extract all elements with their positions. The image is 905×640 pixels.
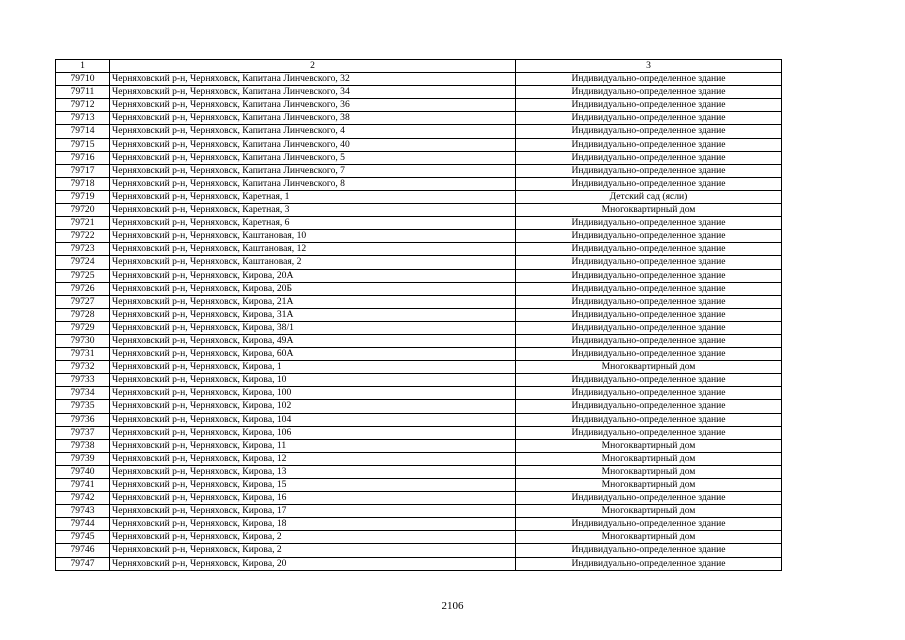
table-row [56,204,782,217]
address-cell: Черняховский р-н, Черняховск, Кирова, 2 [110,531,516,544]
table-row [56,413,782,426]
building-type-cell: Индивидуально-определенное здание [516,86,782,99]
row-number-cell: 79727 [56,295,110,308]
row-number-cell: 79741 [56,479,110,492]
building-type-cell: Индивидуально-определенное здание [516,334,782,347]
row-number-cell: 79732 [56,361,110,374]
table-row [56,256,782,269]
building-type-cell: Многоквартирный дом [516,452,782,465]
building-type-cell: Индивидуально-определенное здание [516,282,782,295]
table-row [56,138,782,151]
building-type-cell: Индивидуально-определенное здание [516,295,782,308]
table-row [56,544,782,557]
table-row [56,492,782,505]
table-row [56,387,782,400]
table-row [56,112,782,125]
building-type-cell: Индивидуально-определенное здание [516,112,782,125]
row-number-cell: 79742 [56,492,110,505]
building-type-cell: Индивидуально-определенное здание [516,138,782,151]
row-number-cell: 79722 [56,230,110,243]
column-header-address: 2 [110,60,516,73]
building-type-cell: Индивидуально-определенное здание [516,125,782,138]
address-cell: Черняховский р-н, Черняховск, Кирова, 106 [110,426,516,439]
table-row [56,321,782,334]
building-type-cell: Многоквартирный дом [516,479,782,492]
row-number-cell: 79712 [56,99,110,112]
building-type-cell: Индивидуально-определенное здание [516,243,782,256]
address-cell: Черняховский р-н, Черняховск, Каретная, 6 [110,217,516,230]
table-row [56,164,782,177]
row-number-cell: 79740 [56,465,110,478]
address-cell: Черняховский р-н, Черняховск, Кирова, 31А [110,308,516,321]
table-row [56,465,782,478]
table-row [56,439,782,452]
address-cell: Черняховский р-н, Черняховск, Каштановая, 10 [110,230,516,243]
row-number-cell: 79715 [56,138,110,151]
table-row [56,230,782,243]
address-cell: Черняховский р-н, Черняховск, Кирова, 102 [110,400,516,413]
row-number-cell: 79746 [56,544,110,557]
address-cell: Черняховский р-н, Черняховск, Кирова, 104 [110,413,516,426]
address-cell: Черняховский р-н, Черняховск, Кирова, 2 [110,544,516,557]
building-type-cell: Многоквартирный дом [516,204,782,217]
table-row [56,151,782,164]
address-cell: Черняховский р-н, Черняховск, Кирова, 10 [110,374,516,387]
row-number-cell: 79731 [56,348,110,361]
building-type-cell: Индивидуально-определенное здание [516,256,782,269]
address-cell: Черняховский р-н, Черняховск, Кирова, 1 [110,361,516,374]
row-number-cell: 79745 [56,531,110,544]
row-number-cell: 79747 [56,557,110,570]
row-number-cell: 79720 [56,204,110,217]
row-number-cell: 79728 [56,308,110,321]
row-number-cell: 79739 [56,452,110,465]
building-type-cell: Индивидуально-определенное здание [516,518,782,531]
building-type-cell: Индивидуально-определенное здание [516,308,782,321]
table-row [56,190,782,203]
building-type-cell: Индивидуально-определенное здание [516,151,782,164]
building-type-cell: Индивидуально-определенное здание [516,387,782,400]
table-row [56,479,782,492]
building-type-cell: Индивидуально-определенное здание [516,177,782,190]
building-type-cell: Индивидуально-определенное здание [516,557,782,570]
building-type-cell: Индивидуально-определенное здание [516,164,782,177]
address-cell: Черняховский р-н, Черняховск, Капитана Линчевского, 7 [110,164,516,177]
address-cell: Черняховский р-н, Черняховск, Кирова, 60А [110,348,516,361]
page-number: 2106 [441,600,464,612]
table-row [56,518,782,531]
row-number-cell: 79744 [56,518,110,531]
building-type-cell: Многоквартирный дом [516,465,782,478]
address-cell: Черняховский р-н, Черняховск, Кирова, 11 [110,439,516,452]
table-row [56,86,782,99]
row-number-cell: 79724 [56,256,110,269]
row-number-cell: 79736 [56,413,110,426]
table-row [56,557,782,570]
building-type-cell: Многоквартирный дом [516,439,782,452]
building-type-cell: Индивидуально-определенное здание [516,426,782,439]
table-row [56,452,782,465]
row-number-cell: 79733 [56,374,110,387]
address-cell: Черняховский р-н, Черняховск, Капитана Линчевского, 5 [110,151,516,164]
table-row [56,295,782,308]
address-cell: Черняховский р-н, Черняховск, Капитана Линчевского, 8 [110,177,516,190]
row-number-cell: 79737 [56,426,110,439]
row-number-cell: 79717 [56,164,110,177]
table-row [56,334,782,347]
table-row [56,505,782,518]
building-type-cell: Индивидуально-определенное здание [516,269,782,282]
address-cell: Черняховский р-н, Черняховск, Капитана Линчевского, 36 [110,99,516,112]
address-cell: Черняховский р-н, Черняховск, Капитана Линчевского, 38 [110,112,516,125]
row-number-cell: 79729 [56,321,110,334]
building-type-cell: Индивидуально-определенное здание [516,492,782,505]
row-number-cell: 79721 [56,217,110,230]
table-row [56,348,782,361]
row-number-cell: 79723 [56,243,110,256]
row-number-cell: 79718 [56,177,110,190]
address-cell: Черняховский р-н, Черняховск, Кирова, 100 [110,387,516,400]
table-row [56,217,782,230]
address-cell: Черняховский р-н, Черняховск, Капитана Линчевского, 40 [110,138,516,151]
building-type-cell: Индивидуально-определенное здание [516,321,782,334]
row-number-cell: 79730 [56,334,110,347]
column-header-number: 1 [56,60,110,73]
row-number-cell: 79726 [56,282,110,295]
table-row [56,531,782,544]
header-row [56,60,782,73]
registry-table [55,59,782,571]
table-row [56,125,782,138]
column-header-type: 3 [516,60,782,73]
table-row [56,73,782,86]
row-number-cell: 79711 [56,86,110,99]
address-cell: Черняховский р-н, Черняховск, Кирова, 21А [110,295,516,308]
address-cell: Черняховский р-н, Черняховск, Кирова, 49А [110,334,516,347]
table-row [56,308,782,321]
table-row [56,99,782,112]
row-number-cell: 79714 [56,125,110,138]
address-cell: Черняховский р-н, Черняховск, Кирова, 15 [110,479,516,492]
building-type-cell: Многоквартирный дом [516,531,782,544]
address-cell: Черняховский р-н, Черняховск, Кирова, 20Б [110,282,516,295]
address-cell: Черняховский р-н, Черняховск, Кирова, 16 [110,492,516,505]
address-cell: Черняховский р-н, Черняховск, Кирова, 18 [110,518,516,531]
row-number-cell: 79738 [56,439,110,452]
building-type-cell: Индивидуально-определенное здание [516,73,782,86]
address-cell: Черняховский р-н, Черняховск, Кирова, 12 [110,452,516,465]
building-type-cell: Многоквартирный дом [516,361,782,374]
table-row [56,177,782,190]
row-number-cell: 79719 [56,190,110,203]
table-row [56,282,782,295]
building-type-cell: Многоквартирный дом [516,505,782,518]
building-type-cell: Индивидуально-определенное здание [516,413,782,426]
row-number-cell: 79734 [56,387,110,400]
table-row [56,374,782,387]
address-cell: Черняховский р-н, Черняховск, Кирова, 20 [110,557,516,570]
row-number-cell: 79716 [56,151,110,164]
address-cell: Черняховский р-н, Черняховск, Кирова, 17 [110,505,516,518]
building-type-cell: Детский сад (ясли) [516,190,782,203]
address-cell: Черняховский р-н, Черняховск, Кирова, 20А [110,269,516,282]
building-type-cell: Индивидуально-определенное здание [516,374,782,387]
row-number-cell: 79743 [56,505,110,518]
row-number-cell: 79710 [56,73,110,86]
building-type-cell: Индивидуально-определенное здание [516,544,782,557]
address-cell: Черняховский р-н, Черняховск, Кирова, 13 [110,465,516,478]
table-row [56,243,782,256]
row-number-cell: 79735 [56,400,110,413]
address-cell: Черняховский р-н, Черняховск, Каретная, 3 [110,204,516,217]
address-cell: Черняховский р-н, Черняховск, Каштановая, 12 [110,243,516,256]
table-row [56,400,782,413]
address-cell: Черняховский р-н, Черняховск, Капитана Линчевского, 32 [110,73,516,86]
address-cell: Черняховский р-н, Черняховск, Капитана Линчевского, 34 [110,86,516,99]
address-cell: Черняховский р-н, Черняховск, Капитана Линчевского, 4 [110,125,516,138]
building-type-cell: Индивидуально-определенное здание [516,348,782,361]
row-number-cell: 79713 [56,112,110,125]
table-row [56,269,782,282]
building-type-cell: Индивидуально-определенное здание [516,217,782,230]
address-cell: Черняховский р-н, Черняховск, Каретная, 1 [110,190,516,203]
building-type-cell: Индивидуально-определенное здание [516,99,782,112]
row-number-cell: 79725 [56,269,110,282]
address-cell: Черняховский р-н, Черняховск, Каштановая, 2 [110,256,516,269]
building-type-cell: Индивидуально-определенное здание [516,400,782,413]
table-row [56,426,782,439]
address-cell: Черняховский р-н, Черняховск, Кирова, 38/1 [110,321,516,334]
building-type-cell: Индивидуально-определенное здание [516,230,782,243]
table-row [56,361,782,374]
